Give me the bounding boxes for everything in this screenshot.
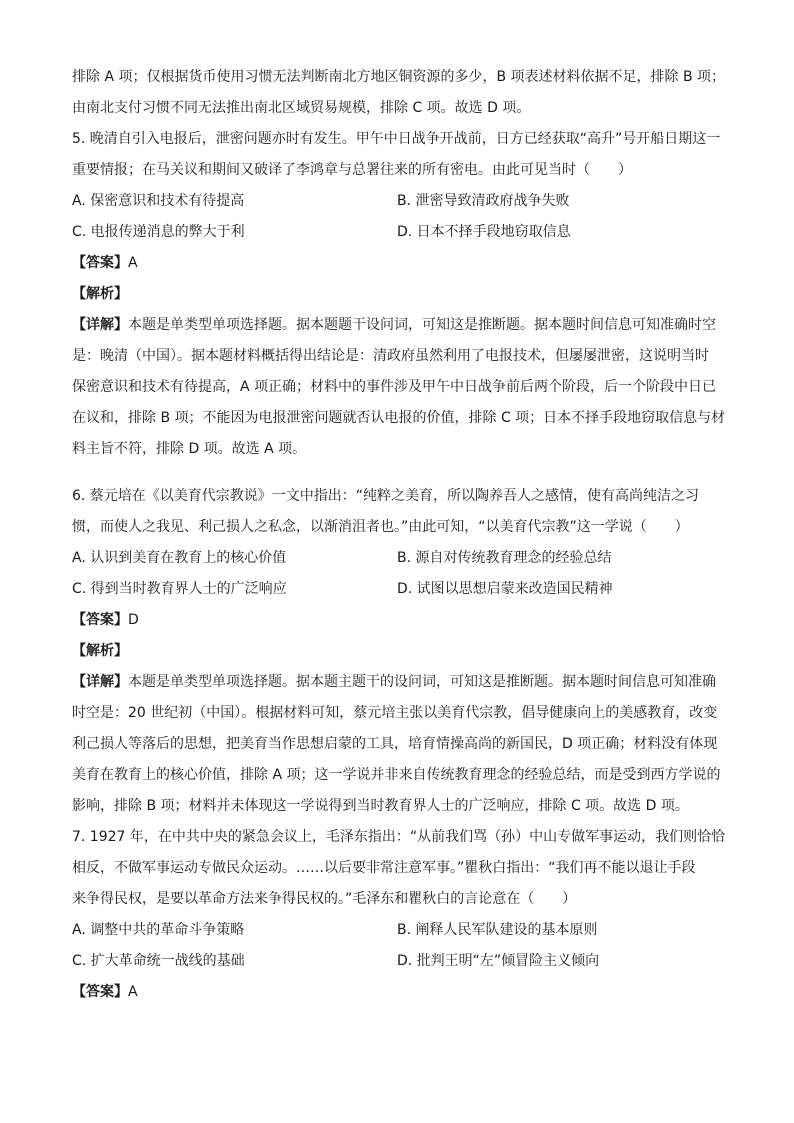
options-row	[72, 543, 732, 574]
text-line: 是：晚清（中国）。据本题材料概括得出结论是：清政府虽然利用了电报技术，但屡屡泄密，这说明当时	[72, 348, 709, 364]
options-row	[72, 915, 732, 946]
option-d: D. 试图以思想启蒙来改造国民精神	[397, 581, 613, 597]
text-line: 利己损人等落后的思想，把美育当作思想启蒙的工具，培育情操高尚的新国民，D 项正确；材料没有体现	[72, 736, 718, 752]
option-c: C. 得到当时教育界人士的广泛响应	[72, 581, 287, 597]
option-a: A. 认识到美育在教育上的核心价值	[72, 550, 287, 566]
text-line: 美育在教育上的核心价值，排除 A 项；这一学说并非来自传统教育理念的经验总结，而是受到西方学说的	[72, 767, 721, 783]
text-line: 保密意识和技术有待提高，A 项正确；材料中的事件涉及甲午中日战争前后两个阶段，后一个阶段中日已	[72, 379, 717, 395]
answer-value: D	[128, 612, 139, 628]
question-6	[72, 481, 732, 822]
options-row	[72, 946, 732, 977]
answer-tag: 【答案】	[72, 984, 128, 1000]
text-line: 在议和，排除 B 项；不能因为电报泄密问题就否认电报的价值，排除 C 项；日本不择手段地窃取信息与材	[72, 410, 726, 426]
question-stem	[72, 124, 732, 186]
text-line	[72, 667, 732, 698]
answer-tag: 【答案】	[72, 612, 128, 628]
option-b: B. 源自对传统教育理念的经验总结	[397, 550, 612, 566]
option-a: A. 调整中共的革命斗争策略	[72, 922, 245, 938]
text-line: 5. 晚清自引入电报后，泄密问题亦时有发生。甲午中日战争开战前，日方已经获取“高升”号开船日期这一	[72, 131, 721, 147]
answer-line	[72, 977, 732, 1008]
options-row	[72, 217, 732, 248]
detail-explanation	[72, 667, 732, 822]
text-line: 排除 A 项；仅根据货币使用习惯无法判断南北方地区铜资源的多少，B 项表述材料依据不足，排除 B 项；	[72, 69, 726, 85]
text-line: 相反，不做军事运动专做民众运动。……以后要非常注意军事。”瞿秋白指出：“我们再不能以退让手段	[72, 860, 696, 876]
question-stem	[72, 822, 732, 915]
text-line: 惯，而使人之我见、利己损人之私念，以渐消沮者也。”由此可知，“以美育代宗教”这一学说（ ）	[72, 519, 689, 535]
answer-line	[72, 248, 732, 279]
option-b: B. 泄密导致清政府战争失败	[397, 193, 570, 209]
text-line	[72, 310, 732, 341]
analysis-tag: 【解析】	[72, 643, 128, 659]
detail-explanation	[72, 310, 732, 465]
detail-tag: 【详解】	[72, 674, 128, 690]
option-a: A. 保密意识和技术有待提高	[72, 193, 245, 209]
answer-tag: 【答案】	[72, 255, 128, 271]
previous-analysis-continuation	[72, 62, 732, 124]
answer-value: A	[128, 255, 138, 271]
text-line: 7. 1927 年，在中共中央的紧急会议上，毛泽东指出：“从前我们骂（孙）中山专做军事运动，我们则恰恰	[72, 829, 726, 845]
option-c: C. 电报传递消息的弊大于利	[72, 224, 245, 240]
option-d: D. 批判王明“左”倾冒险主义倾向	[397, 953, 600, 969]
question-7	[72, 822, 732, 1008]
text-line: 时空是：20 世纪初（中国）。根据材料可知，蔡元培主张以美育代宗教，倡导健康向上的美感教育，改变	[72, 705, 718, 721]
document-page	[72, 62, 732, 1008]
text-line: 影响，排除 B 项；材料并未体现这一学说得到当时教育界人士的广泛响应，排除 C 项。故选 D 项。	[72, 798, 689, 814]
analysis-heading	[72, 636, 732, 667]
text-line: 6. 蔡元培在《以美育代宗教说》一文中指出：“纯粹之美育，所以陶养吾人之感情，使有高尚纯洁之习	[72, 488, 700, 504]
option-c: C. 扩大革命统一战线的基础	[72, 953, 245, 969]
text-line: 重要情报；在马关议和期间又破译了李鸿章与总署往来的所有密电。由此可见当时（ ）	[72, 162, 632, 178]
detail-tag: 【详解】	[72, 317, 128, 333]
answer-value: A	[128, 984, 138, 1000]
detail-text: 本题是单类型单项选择题。据本题题干设问词，可知这是推断题。据本题时间信息可知准确时空	[128, 317, 716, 333]
text-line: 料主旨不符，排除 D 项。故选 A 项。	[72, 441, 307, 457]
text-line: 由南北支付习惯不同无法推出南北区域贸易规模，排除 C 项。故选 D 项。	[72, 100, 531, 116]
answer-line	[72, 605, 732, 636]
options-row	[72, 186, 732, 217]
text-line: 来争得民权，是要以革命方法来争得民权的。”毛泽东和瞿秋白的言论意在（ ）	[72, 891, 577, 907]
spacer	[72, 465, 732, 481]
options-row	[72, 574, 732, 605]
analysis-heading	[72, 279, 732, 310]
analysis-tag: 【解析】	[72, 286, 128, 302]
detail-text: 本题是单类型单项选择题。据本题主题干的设问词，可知这是推断题。据本题时间信息可知准确	[128, 674, 716, 690]
option-d: D. 日本不择手段地窃取信息	[397, 224, 571, 240]
option-b: B. 阐释人民军队建设的基本原则	[397, 922, 598, 938]
question-5	[72, 124, 732, 465]
question-stem	[72, 481, 732, 543]
